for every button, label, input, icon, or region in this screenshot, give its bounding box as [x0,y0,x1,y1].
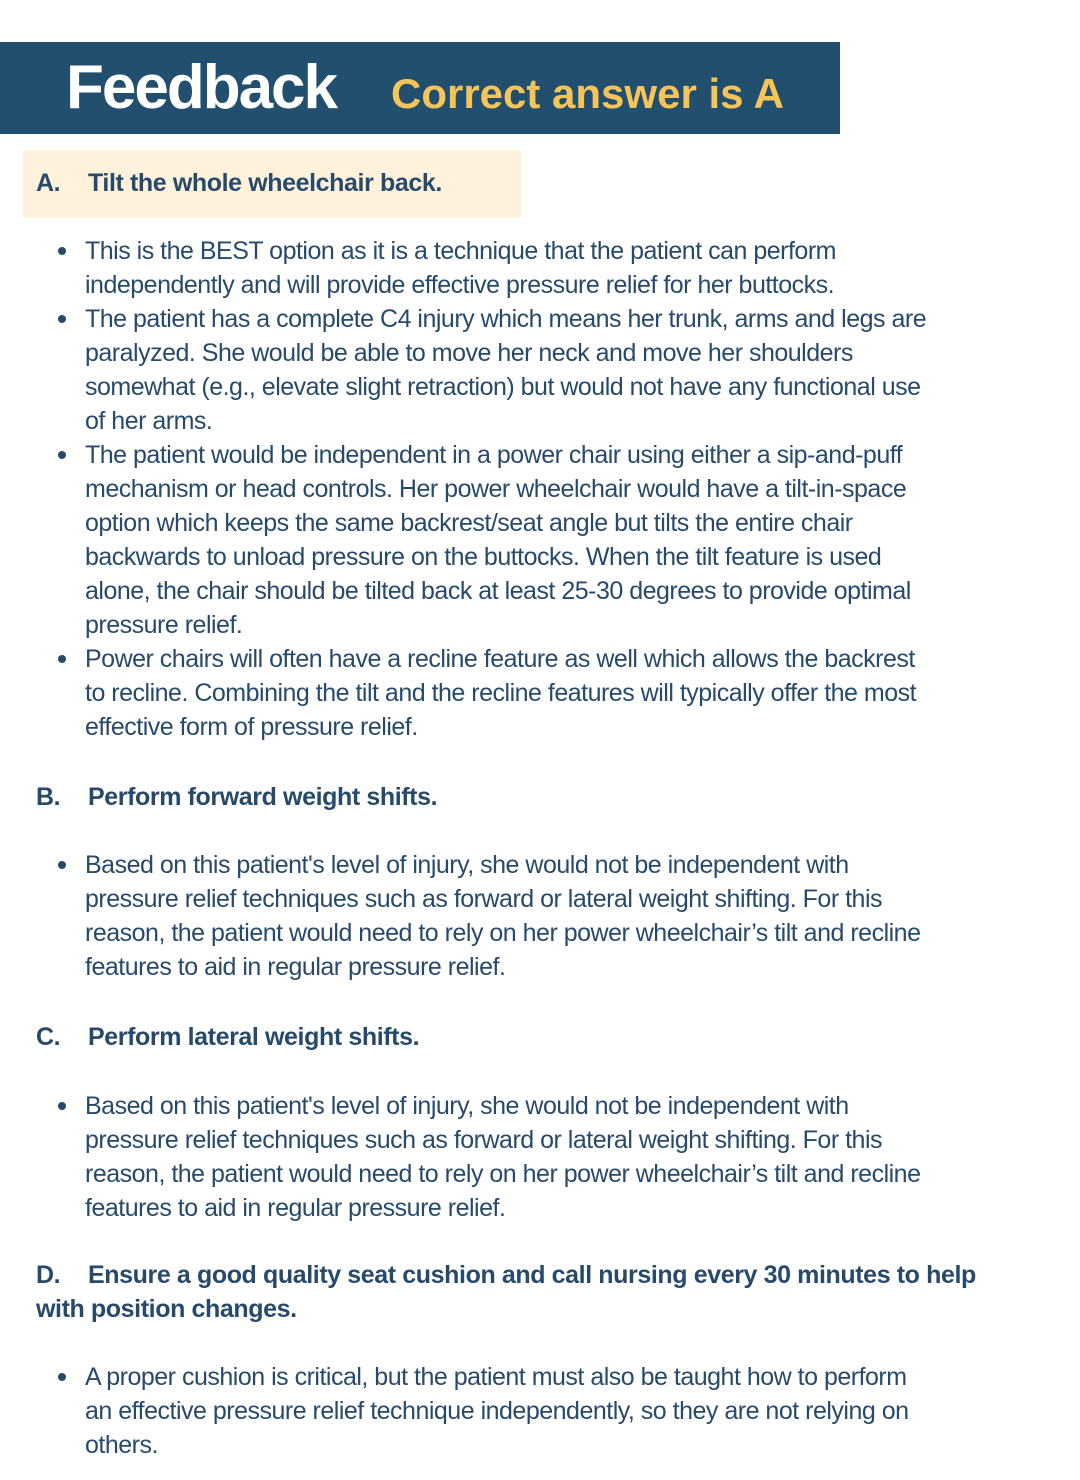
option-a-heading [36,166,442,200]
list-item: A proper cushion is critical, but the patient must also be taught how to perform an effective pressure relief technique independently, so they are not relying on others. [0,1360,909,1462]
list-item: Based on this patient's level of injury, she would not be independent with pressure relief techniques such as forward or lateral weight shifting. For this reason, the patient would need to rely on her power wheelchair’s tilt and recline features to aid in regular pressure relief. [0,848,921,984]
option-c-bullets [0,1089,921,1225]
option-b-heading [36,780,437,814]
bullet-dot [58,247,66,255]
bullet-dot [58,861,66,869]
bullet-dot [58,451,66,459]
option-text: Perform lateral weight shifts. [88,1023,420,1051]
option-text-line-2: with position changes. [36,1295,297,1323]
option-letter: D. [36,1261,61,1289]
bullet-dot [58,315,66,323]
feedback-banner [0,42,840,134]
option-text-line-1: Ensure a good quality seat cushion and call nursing every 30 minutes to help [88,1261,976,1289]
option-letter: C. [36,1023,61,1051]
option-c-heading [36,1020,419,1054]
option-d-heading [36,1258,976,1326]
correct-answer-label: Correct answer is A [391,70,784,117]
option-d-bullets [0,1360,909,1462]
option-letter: A. [36,169,61,197]
bullet-dot [58,655,66,663]
banner-title: Feedback [66,53,337,122]
option-text: Tilt the whole wheelchair back. [88,169,442,197]
list-item: This is the BEST option as it is a technique that the patient can perform independently and will provide effective pressure relief for her buttocks. [0,234,926,302]
option-text: Perform forward weight shifts. [88,783,438,811]
list-item: The patient has a complete C4 injury which means her trunk, arms and legs are paralyzed. She would be able to move her neck and move her shoulders somewhat (e.g., elevate slight retraction) but would not have any functional use of her arms. [0,302,926,438]
option-letter: B. [36,783,61,811]
list-item: The patient would be independent in a power chair using either a sip-and-puff mechanism or head controls. Her power wheelchair would have a tilt-in-space option which keeps the same backrest/seat angle but tilts the entire chair backwards to unload pressure on the buttocks. When the tilt feature is used alone, the chair should be tilted back at least 25-30 degrees to provide optimal pressure relief. [0,438,926,642]
list-item: Power chairs will often have a recline feature as well which allows the backrest to recline. Combining the tilt and the recline features will typically offer the most effective form of pressure relief. [0,642,926,744]
bullet-dot [58,1373,66,1381]
list-item: Based on this patient's level of injury, she would not be independent with pressure relief techniques such as forward or lateral weight shifting. For this reason, the patient would need to rely on her power wheelchair’s tilt and recline features to aid in regular pressure relief. [0,1089,921,1225]
bullet-dot [58,1102,66,1110]
option-a-bullets [0,234,926,744]
option-b-bullets [0,848,921,984]
